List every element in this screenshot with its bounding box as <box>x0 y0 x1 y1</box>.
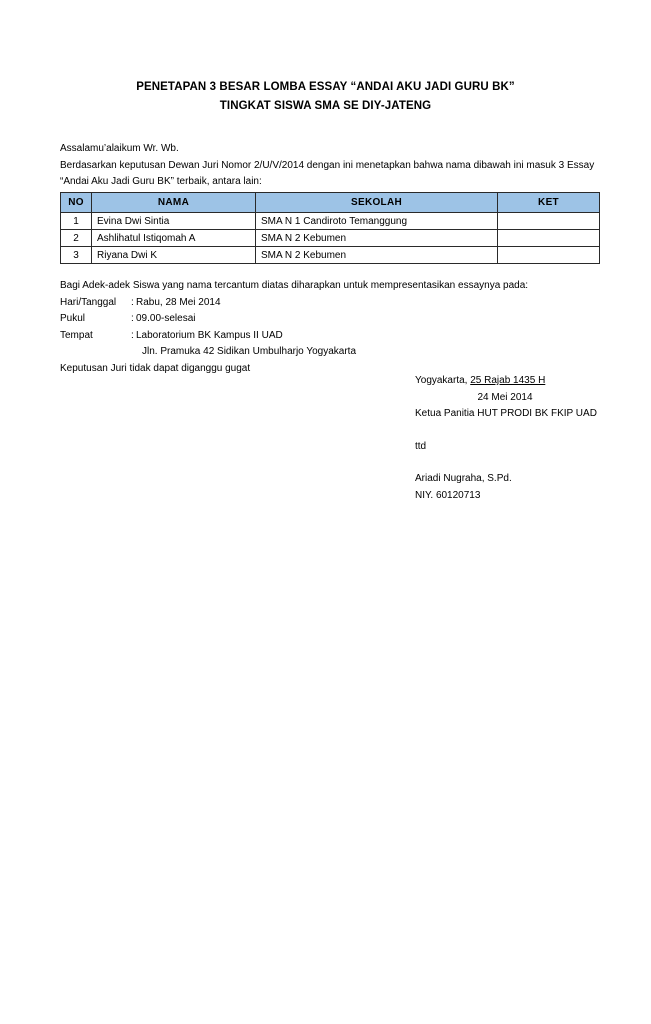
detail-separator: : <box>131 296 134 308</box>
detail-separator: : <box>131 313 134 324</box>
detail-separator: : <box>131 329 134 341</box>
detail-label-pukul: Pukul <box>60 313 86 324</box>
cell-sekolah: SMA N 1 Candiroto Temanggung <box>256 213 498 230</box>
table-header-row <box>61 193 600 213</box>
detail-value-pukul: 09.00-selesai <box>136 313 196 324</box>
details-lead-text: Bagi Adek-adek Siswa yang nama tercantum diatas diharapkan untuk mempresentasikan essaynya pada: <box>60 280 529 291</box>
intro-text-line-2: “Andai Aku Jadi Guru BK” terbaik, antara lain: <box>60 176 262 187</box>
column-header-no: NO <box>61 193 92 213</box>
signature-niy: NIY. 60120713 <box>415 489 481 501</box>
cell-no: 2 <box>61 230 92 247</box>
detail-row-hari-tanggal <box>60 295 595 312</box>
table-row <box>61 247 600 264</box>
signature-spacer-top <box>415 423 595 439</box>
cell-ket <box>498 230 600 247</box>
signature-block <box>415 373 595 504</box>
cell-ket <box>498 247 600 264</box>
detail-value-tempat: Laboratorium BK Kampus II UAD <box>136 329 283 341</box>
cell-nama: Evina Dwi Sintia <box>92 213 256 230</box>
cell-no: 3 <box>61 247 92 264</box>
signature-hijri-date: 25 Rajab 1435 H <box>470 375 546 386</box>
table-row <box>61 213 600 230</box>
cell-no: 1 <box>61 213 92 230</box>
document-title <box>60 78 591 116</box>
title-line-2: TINGKAT SISWA SMA SE DIY-JATENG <box>219 100 432 112</box>
intro-text-line-1: Berdasarkan keputusan Dewan Juri Nomor 2/U/V/2014 dengan ini menetapkan bahwa nama dibawah ini masuk 3 Essay <box>60 159 595 171</box>
signature-spacer-bottom <box>415 455 595 471</box>
signature-role: Ketua Panitia HUT PRODI BK FKIP UAD <box>415 408 597 419</box>
cell-nama: Riyana Dwi K <box>92 247 256 264</box>
event-details <box>60 278 595 377</box>
detail-value-hari-tanggal: Rabu, 28 Mei 2014 <box>136 296 221 308</box>
cell-sekolah: SMA N 2 Kebumen <box>256 247 498 264</box>
signature-gregorian-date: 24 Mei 2014 <box>477 391 533 403</box>
column-header-nama: NAMA <box>92 193 256 213</box>
cell-nama: Ashlihatul Istiqomah A <box>92 230 256 247</box>
detail-row-pukul <box>60 311 595 328</box>
detail-label-tempat: Tempat <box>60 329 93 341</box>
detail-label-hari-tanggal: Hari/Tanggal <box>60 296 117 308</box>
signature-place-date <box>415 373 595 390</box>
cell-ket <box>498 213 600 230</box>
intro-paragraph <box>60 141 595 191</box>
signature-name: Ariadi Nugraha, S.Pd. <box>415 473 512 484</box>
column-header-ket: KET <box>498 193 600 213</box>
closing-statement: Keputusan Juri tidak dapat diganggu gugat <box>60 362 251 374</box>
column-header-sekolah: SEKOLAH <box>256 193 498 213</box>
cell-sekolah: SMA N 2 Kebumen <box>256 230 498 247</box>
table-row <box>61 230 600 247</box>
detail-row-tempat <box>60 328 595 345</box>
detail-value-tempat-address: Jln. Pramuka 42 Sidikan Umbulharjo Yogyakarta <box>142 346 357 357</box>
results-table <box>60 192 600 264</box>
signature-place-prefix: Yogyakarta, <box>415 375 471 386</box>
title-line-1: PENETAPAN 3 BESAR LOMBA ESSAY “ANDAI AKU JADI GURU BK” <box>136 81 515 93</box>
signature-ttd-marker: ttd <box>415 440 427 452</box>
greeting-text: Assalamu’alaikum Wr. Wb. <box>60 143 179 154</box>
